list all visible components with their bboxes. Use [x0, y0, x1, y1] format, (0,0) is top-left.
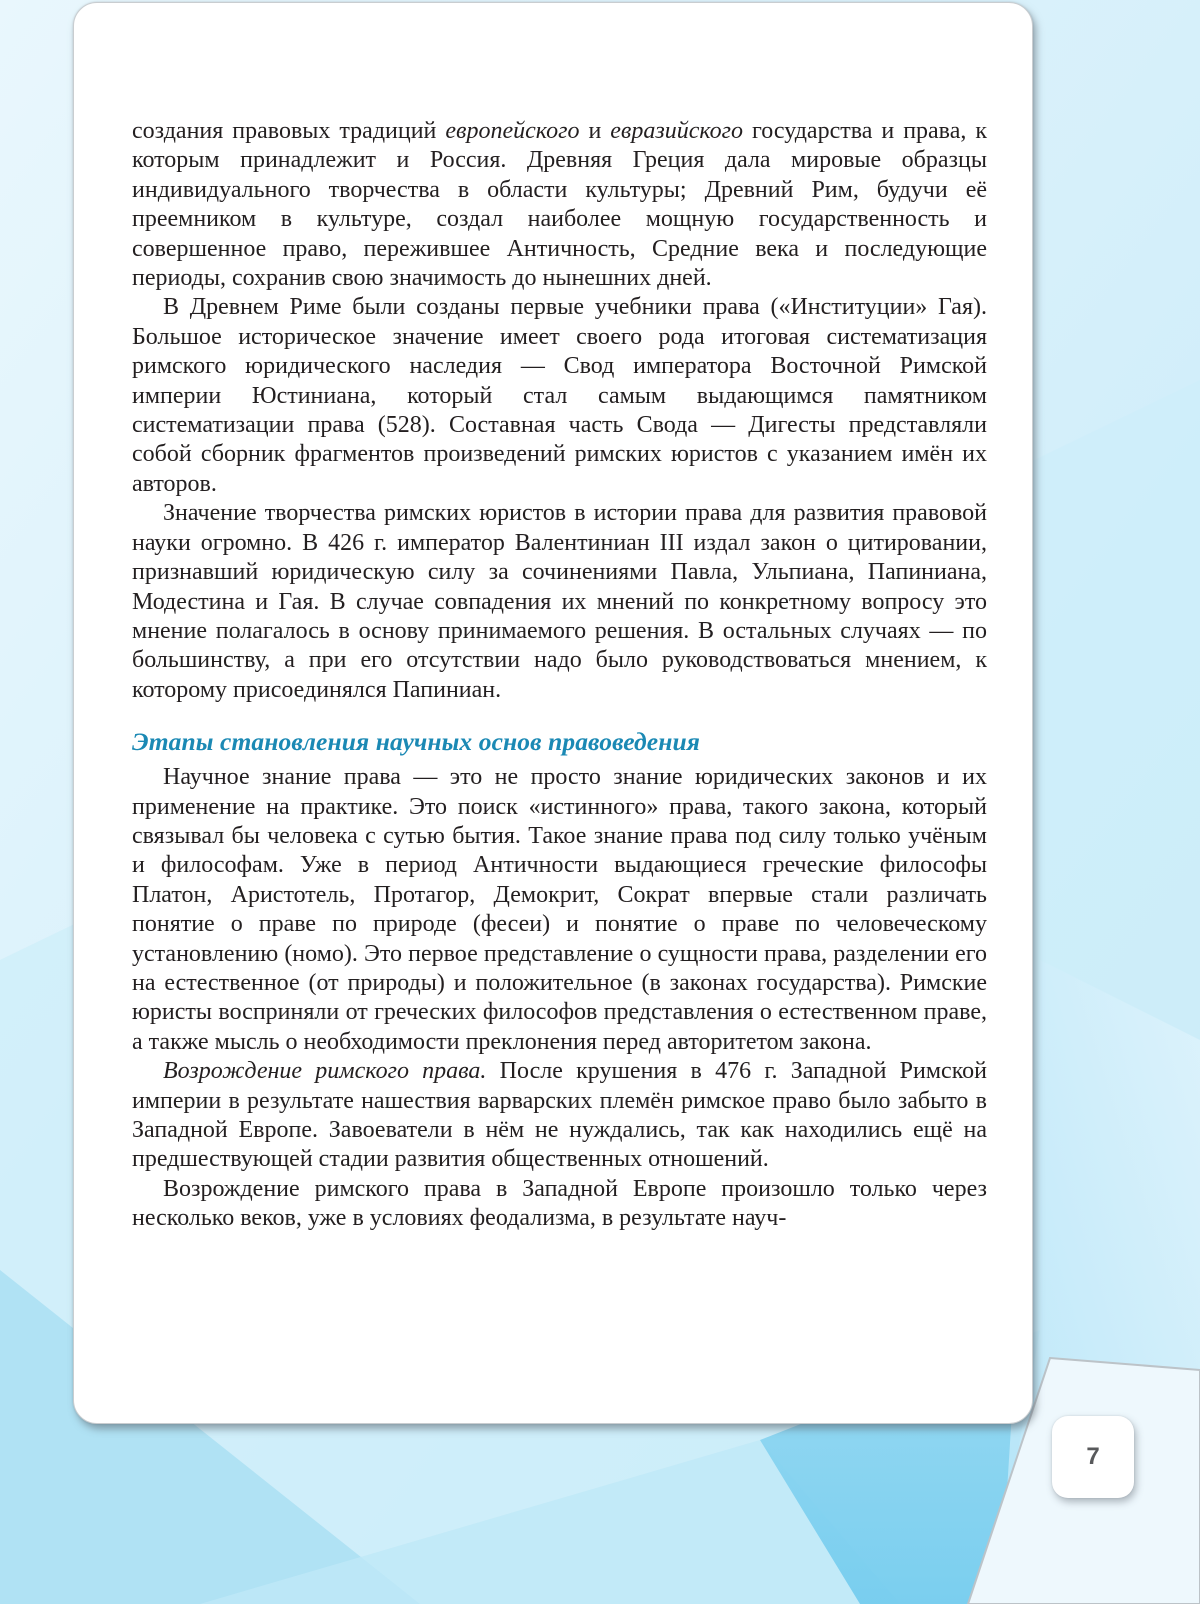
paragraph-5: Возрождение римского права. После крушения в 476 г. Западной Римской империи в результате нашествия варварских племён римское право было забыто в Западной Европе. Завоеватели в нём не нуждались, так как находились ещё на предшествующей стадии развития общественных отношений.	[132, 1058, 987, 1173]
paragraph-1: создания правовых традиций европейского и евразийского государства и права, к которым принадлежит и Россия. Древняя Греция дала мировые образцы индивидуального творчества в области культуры; Древний Рим, будучи её преемником в культуре, создал наиболее мощную государственность и совершенное право, пережившее Античность, Средние века и последующие периоды, сохранив свою значимость до нынешних дней.	[132, 118, 987, 292]
emphasis-revival: Возрождение римского права.	[163, 1058, 487, 1085]
emphasis-european: европейского	[445, 118, 580, 144]
paragraph-2: В Древнем Риме были созданы первые учебники права («Институции» Гая). Большое историческое значение имеет своего рода итоговая систематизация римского юридического наследия — Свод императора Восточной Римской империи Юстиниана, который стал самым выдающимся памятником систематизации права (528). Составная часть Свода — Дигесты представляли собой сборник фрагментов произведений римских юристов с указанием имён их авторов.	[132, 294, 987, 497]
paragraph-6: Возрождение римского права в Западной Европе произошло только через несколько веков, уже в условиях феодализма, в результате науч-	[132, 1175, 987, 1232]
text-body	[132, 117, 987, 1234]
page-card	[73, 2, 1033, 1424]
paragraph-4: Научное знание права — это не просто знание юридических законов и их применение на практике. Это поиск «истинного» права, такого закона, который связывал бы человека с сутью бытия. Такое знание права под силу только учёным и философам. Уже в период Античности выдающиеся греческие философы Платон, Аристотель, Протагор, Демокрит, Сократ впервые стали различать понятие о праве по природе (фесеи) и понятие о праве по человеческому установлению (номо). Это первое представление о сущности права, разделении его на естественное (от природы) и положительное (в законах государства). Римские юристы восприняли от греческих философов представления о естественном праве, а также мысль о необходимости преклонения перед авторитетом закона.	[132, 764, 987, 1055]
emphasis-eurasian: евразийского	[610, 118, 744, 144]
section-heading: Этапы становления научных основ правоведения	[132, 727, 700, 757]
paragraph-3: Значение творчества римских юристов в истории права для развития правовой науки огромно. В 426 г. император Валентиниан III издал закон о цитировании, признавший юридическую силу за сочинениями Павла, Ульпиана, Папиниана, Модестина и Гая. В случае совпадения их мнений по конкретному вопросу это мнение полагалось в основу принимаемого решения. В остальных случаях — по большинству, а при его отсутствии надо было руководствоваться мнением, к которому присоединялся Папиниан.	[132, 500, 987, 703]
page-number: 7	[1052, 1416, 1134, 1498]
